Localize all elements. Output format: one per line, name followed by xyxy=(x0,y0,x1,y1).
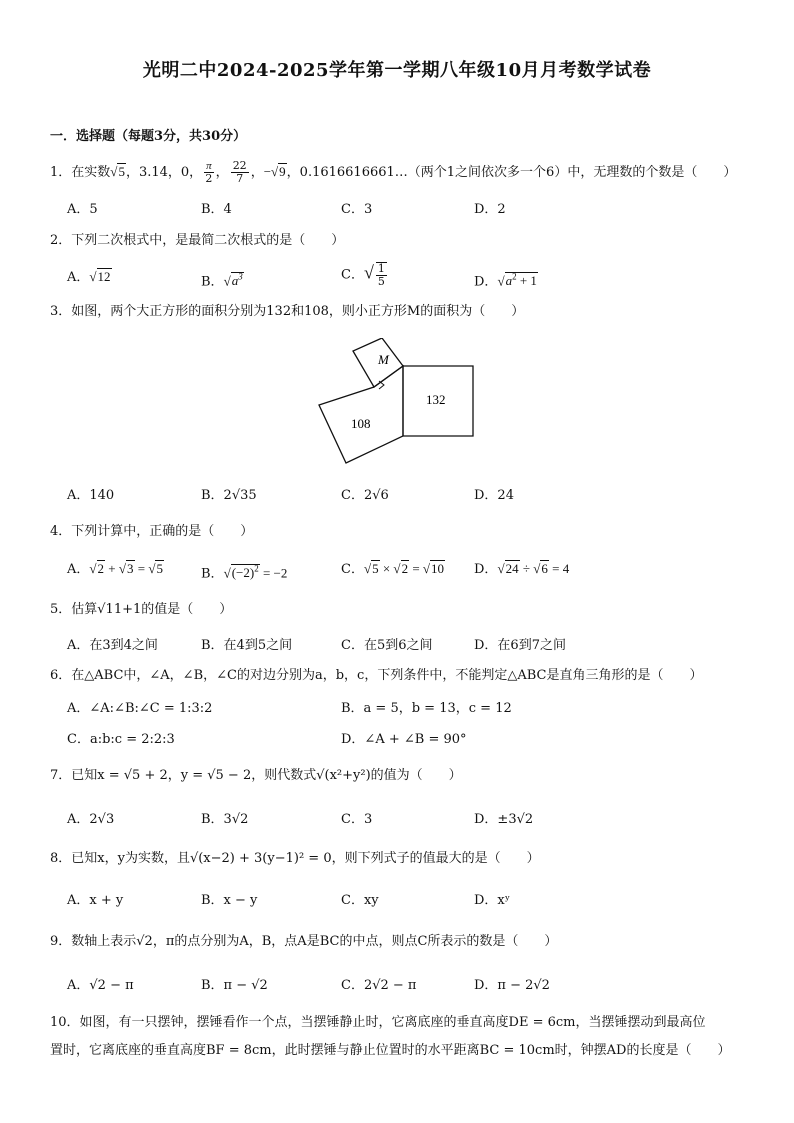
q2-option-c[interactable]: C．√ $\frac{1}{5}$ xyxy=(341,262,385,288)
question-1: 1．在实数√5，3.14，0， $\frac{\pi}{2}$ ， $\frac{22}{7}$ ，−√9，0.1616616661…（两个1之间依次多一个6）中，无理数的个数是（ ） xyxy=(50,159,737,185)
question-10-line-1: 10．如图，有一只摆钟，摆锤看作一个点，当摆锤静止时，它离底座的垂直高度DE = 6cm，当摆锤摆动到最高位 xyxy=(50,1015,706,1030)
q9-option-b[interactable]: B．π − √2 xyxy=(201,978,268,993)
q4-option-a[interactable]: A．√2 + √3 = √5 xyxy=(67,561,163,577)
square-108 xyxy=(319,366,403,463)
q5-option-c[interactable]: C．在5到6之间 xyxy=(341,638,433,653)
question-10-line-2: 置时，它离底座的垂直高度BF = 8cm，此时摆锤与静止位置时的水平距离BC = 10cm时，钟摆AD的长度是（ ） xyxy=(50,1043,731,1058)
q4-option-d[interactable]: D．√24 ÷ √6 = 4 xyxy=(474,561,570,577)
section-heading: 一．选择题（每题3分，共30分） xyxy=(50,129,247,144)
q5-option-a[interactable]: A．在3到4之间 xyxy=(67,638,158,653)
q2-option-b[interactable]: B．$√a^3$ xyxy=(201,272,243,290)
q2-option-d[interactable]: D．$√a^2 + 1$ xyxy=(474,272,537,290)
q6-option-b[interactable]: B．a = 5，b = 13，c = 12 xyxy=(341,701,512,716)
q4-option-c[interactable]: C．√5 × √2 = √10 xyxy=(341,561,445,577)
q7-option-c[interactable]: C．3 xyxy=(341,812,373,827)
q3-option-a[interactable]: A．140 xyxy=(67,488,115,503)
q1-option-a[interactable]: A．5 xyxy=(67,202,98,217)
q1-lead: 在实数 xyxy=(71,165,111,180)
q5-option-d[interactable]: D．在6到7之间 xyxy=(474,638,566,653)
question-5: 5．估算√11+1的值是（ ） xyxy=(50,602,233,617)
q8-option-a[interactable]: A．x + y xyxy=(67,893,124,908)
question-8: 8．已知x，y为实数，且√(x−2) + 3(y−1)² = 0，则下列式子的值最大的是（ ） xyxy=(50,851,540,866)
question-2: 2．下列二次根式中，是最简二次根式的是（ ） xyxy=(50,233,345,248)
question-3: 3．如图，两个大正方形的面积分别为132和108，则小正方形M的面积为（ ） xyxy=(50,304,525,319)
q6-option-c[interactable]: C．a:b:c = 2:2:3 xyxy=(67,732,175,747)
question-6: 6．在△ABC中，∠A，∠B，∠C的对边分别为a，b，c，下列条件中，不能判定△ABC是直角三角形的是（ ） xyxy=(50,668,703,683)
label-132: 132 xyxy=(426,392,446,407)
q9-option-c[interactable]: C．2√2 − π xyxy=(341,978,417,993)
label-108: 108 xyxy=(351,416,371,431)
q7-option-a[interactable]: A．2√3 xyxy=(67,812,115,827)
label-m: M xyxy=(378,352,389,367)
q4-option-b[interactable]: B．$√(-2)^2 = -2$ xyxy=(201,564,288,582)
q8-option-d[interactable]: D．xʸ xyxy=(474,893,511,908)
q1-tail: ，0.1616616661…（两个1之间依次多一个6）中，无理数的个数是（ ） xyxy=(286,165,737,180)
q9-option-d[interactable]: D．π − 2√2 xyxy=(474,978,550,993)
q1-number: 1． xyxy=(50,165,72,180)
q6-option-d[interactable]: D．∠A + ∠B = 90° xyxy=(341,732,467,747)
q6-option-a[interactable]: A．∠A:∠B:∠C = 1:3:2 xyxy=(67,701,213,716)
q3-option-c[interactable]: C．2√6 xyxy=(341,488,389,503)
squares-figure xyxy=(316,338,476,466)
q1-option-b[interactable]: B．4 xyxy=(201,202,232,217)
page-title: 光明二中2024-2025学年第一学期八年级10月月考数学试卷 xyxy=(142,60,652,81)
question-7: 7．已知x = √5 + 2，y = √5 − 2，则代数式√(x²+y²)的值为（ ） xyxy=(50,768,462,783)
q1-option-c[interactable]: C．3 xyxy=(341,202,373,217)
q1-option-d[interactable]: D．2 xyxy=(474,202,506,217)
q9-option-a[interactable]: A．√2 − π xyxy=(67,978,134,993)
q7-option-b[interactable]: B．3√2 xyxy=(201,812,249,827)
q5-option-b[interactable]: B．在4到5之间 xyxy=(201,638,293,653)
q8-option-c[interactable]: C．xy xyxy=(341,893,379,908)
q3-option-d[interactable]: D．24 xyxy=(474,488,514,503)
question-4: 4．下列计算中，正确的是（ ） xyxy=(50,524,254,539)
q2-option-a[interactable]: A．√12 xyxy=(67,269,111,285)
q3-option-b[interactable]: B．2√35 xyxy=(201,488,257,503)
q1-list: ，3.14，0， xyxy=(125,165,203,180)
question-9: 9．数轴上表示√2，π的点分别为A，B，点A是BC的中点，则点C所表示的数是（ ） xyxy=(50,934,558,949)
q7-option-d[interactable]: D．±3√2 xyxy=(474,812,534,827)
q8-option-b[interactable]: B．x − y xyxy=(201,893,258,908)
